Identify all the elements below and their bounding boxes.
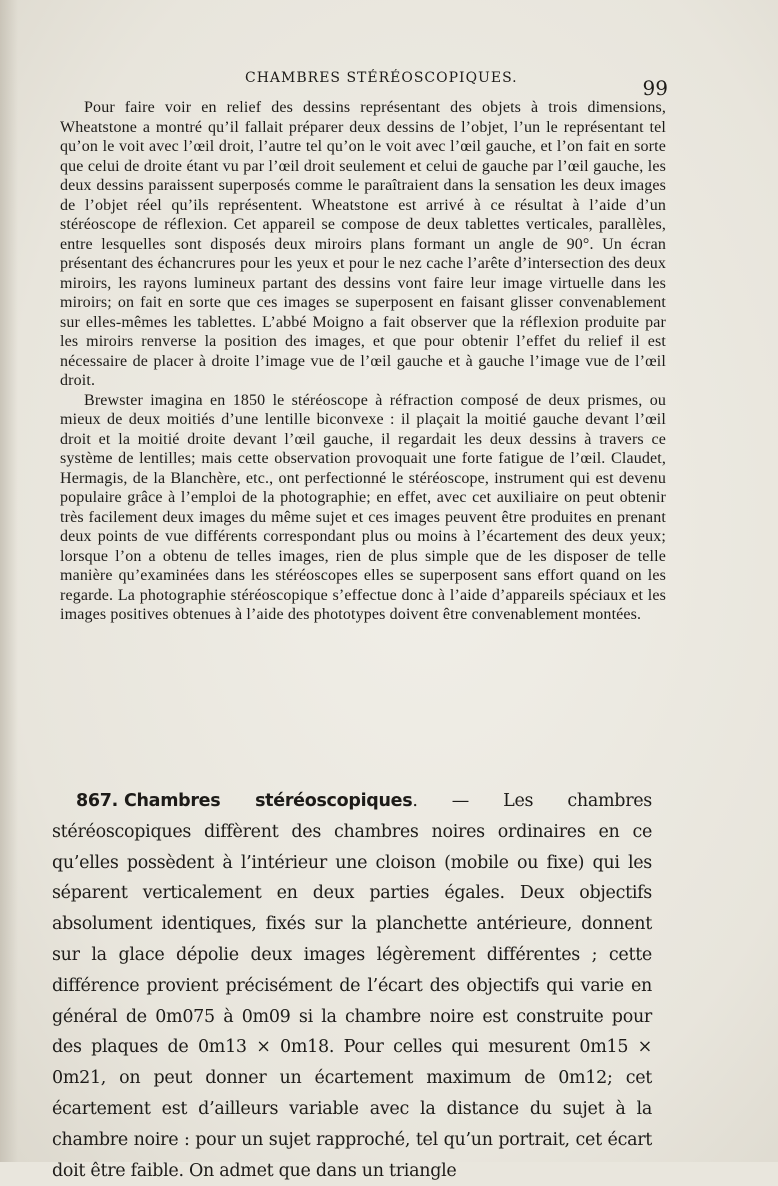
running-title: CHAMBRES STÉRÉOSCOPIQUES. [245, 70, 518, 86]
paragraph-wheatstone: Pour faire voir en relief des dessins représentant des objets à trois dimensions, Wheatstone a montré qu’il fallait préparer deux dessins de l’objet, l’un le représentant tel qu’on le voit avec l’œil droit, l’autre tel qu’on le voit avec l’œil gauche, et l’on fait en sorte que celui de droite étant vu par l’œil droit seulement et celui de gauche par l’œil gauche, les deux dessins paraissent superposés comme le paraîtraient dans la sensation les deux images de l’objet réel qu’ils représentent. Wheatstone est arrivé à ce résultat à l’aide d’un stéréoscope de réflexion. Cet appareil se compose de deux tablettes verticales, parallèles, entre lesquelles sont disposés deux miroirs plans formant un angle de 90°. Un écran présentant des échancrures pour les yeux et pour le nez cache l’arête d’intersection des deux miroirs, les rayons lumineux partant des dessins vont faire leur image virtuelle dans les miroirs; on fait en sorte que ces images se superposent en faisant glisser convenablement sur elles-mêmes les tablettes. L’abbé Moigno a fait observer que la réflexion produite par les miroirs renverse la position des images, et que pour obtenir l’effet du relief il est nécessaire de placer à droite l’image vue de l’œil gauche et à gauche l’image vue de l’œil droit. [60, 99, 666, 389]
section-title: Chambres stéréoscopiques [123, 791, 413, 811]
intro-text-block [60, 98, 666, 625]
section-body: . — Les chambres stéréoscopiques diffèrent des chambres noires ordinaires en ce qu’elles possèdent à l’intérieur une cloison (mobile ou fixe) qui les séparent verticalement en deux parties égales. Deux objectifs absolument identiques, fixés sur la planchette antérieure, donnent sur la glace dépolie deux images légèrement différentes ; cette différence provient précisément de l’écart des objectifs qui varie en général de 0m075 à 0m09 si la chambre noire est construite pour des plaques de 0m13 × 0m18. Pour celles qui mesurent 0m15 × 0m21, on peut donner un écartement maximum de 0m12; cet écartement est d’ailleurs variable avec la distance du sujet à la chambre noire : pour un sujet rapproché, tel qu’un portrait, cet écart doit être faible. On admet que dans un triangle [52, 791, 652, 1181]
section-number: 867. [76, 791, 118, 811]
section-867 [52, 786, 652, 1186]
page-number: 99 [642, 76, 668, 100]
section-paragraph [52, 786, 652, 1186]
paragraph-brewster: Brewster imagina en 1850 le stéréoscope à réfraction composé de deux prismes, ou mieux de deux moitiés d’une lentille biconvexe : il plaçait la moitié gauche devant l’œil droit et la moitié droite devant l’œil gauche, il regardait les deux dessins à travers ce système de lentilles; mais cette observation provoquait une forte fatigue de l’œil. Claudet, Hermagis, de la Blanchère, etc., ont perfectionné le stéréoscope, instrument qui est devenu populaire grâce à l’emploi de la photographie; en effet, avec cet auxiliaire on peut obtenir très facilement deux images du même sujet et ces images peuvent être produites en prenant deux points de vue différents correspondant plus ou moins à l’écartement des deux yeux; lorsque l’on a obtenu de telles images, rien de plus simple que de les disposer de telle manière qu’examinées dans les stéréoscopes elles se superposent sans effort quand on les regarde. La photographie stéréoscopique s’effectue donc à l’aide d’appareils spéciaux et les images positives obtenues à l’aide des phototypes doivent être convenablement montées. [60, 391, 666, 623]
